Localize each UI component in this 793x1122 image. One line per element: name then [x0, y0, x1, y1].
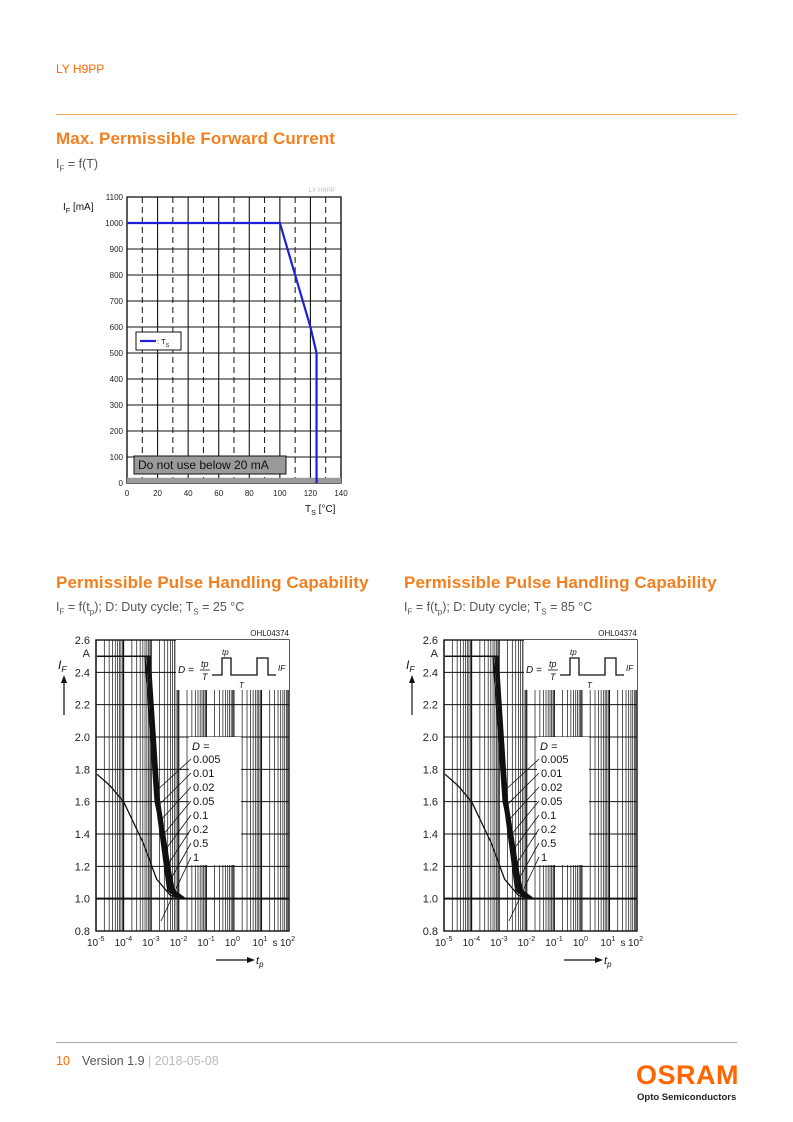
duty-label: 0.2 [193, 824, 209, 836]
restricted-band [127, 478, 341, 483]
x-tick-label: $10^{-2}$ [517, 934, 536, 949]
x-axis-label: $T_S$ [°C] [305, 504, 336, 517]
y-tick-label: 300 [109, 401, 123, 410]
watermark: LY H9PP [308, 187, 335, 194]
x-tick-label: $10^{-3}$ [490, 934, 508, 949]
x-tick-label: $10^{-4}$ [114, 934, 133, 949]
period-label: T [587, 681, 592, 690]
y-tick-label: 1000 [105, 219, 123, 228]
y-tick-label: 800 [109, 271, 123, 280]
y-tick-label: 1100 [105, 193, 123, 202]
x-tick-label: $10^2$ [628, 934, 644, 949]
x-axis-label: $t_p$ [256, 955, 264, 969]
y-tick-label: 0 [118, 479, 123, 488]
y-axis-arrowhead [409, 675, 415, 683]
x-unit-label: s [620, 938, 626, 949]
y-tick-label: 1.6 [74, 796, 90, 809]
y-unit-label: A [430, 648, 438, 660]
x-tick-label: $10^2$ [280, 934, 296, 949]
duty-curve [97, 656, 185, 898]
duty-label: 0.05 [541, 796, 563, 808]
x-tick-label: $10^{-5}$ [87, 934, 105, 949]
y-tick-label: 900 [109, 245, 123, 254]
x-axis-arrowhead [247, 957, 255, 963]
annotation-text: Do not use below 20 mA [138, 458, 269, 472]
duty-leader [172, 843, 191, 877]
chart-pulse-25 [56, 625, 316, 970]
x-tick-label: $10^0$ [224, 934, 240, 949]
duty-label: 1 [193, 852, 200, 864]
x-tick-label: 120 [303, 489, 318, 498]
x-tick-label: 140 [334, 489, 348, 498]
y-tick-label: 1.4 [422, 829, 438, 841]
y-tick-label: 2.4 [74, 667, 90, 680]
footer-divider [56, 1042, 737, 1043]
duty-label: 0.01 [193, 768, 215, 780]
duty-curve [445, 656, 533, 898]
if-label: IF [626, 664, 634, 673]
product-header: LY H9PP [56, 62, 105, 76]
section-title-pulse-85: Permissible Pulse Handling Capability [404, 573, 717, 592]
y-tick-label: 1.0 [422, 893, 438, 906]
y-tick-label: 2.2 [422, 699, 438, 712]
osram-logo: OSRAM [636, 1060, 739, 1090]
y-tick-label: 200 [109, 427, 123, 436]
duty-formula-num: tp [201, 659, 209, 669]
header-divider [56, 114, 737, 115]
y-tick-label: 2.6 [74, 635, 90, 647]
y-axis-label: $I_F$ [mA] [63, 202, 94, 215]
y-tick-label: 400 [109, 375, 123, 384]
formula-pulse-25: $I_F = f(t_p)$; D: Duty cycle; $T_S = 25$ °C [56, 600, 245, 617]
duty-label: 1 [541, 852, 548, 864]
condition-25: = 25 °C [198, 600, 245, 614]
x-tick-label: 20 [153, 489, 163, 498]
y-axis-label: $I_F$ [58, 658, 67, 674]
duty-leader [508, 787, 539, 821]
release-date: 2018-05-08 [154, 1054, 219, 1068]
duty-label: 0.01 [541, 768, 563, 780]
x-tick-label: $10^{-3}$ [142, 934, 160, 949]
condition-85: = 85 °C [546, 600, 593, 614]
x-axis-label: $t_p$ [604, 955, 612, 969]
y-tick-label: 700 [109, 297, 123, 306]
duty-label: 0.005 [193, 754, 221, 766]
duty-label: 0.5 [193, 838, 209, 850]
chart-code: OHL04374 [598, 629, 637, 638]
duty-formula-den: T [202, 672, 208, 682]
x-tick-label: 0 [124, 489, 130, 498]
y-tick-label: 100 [109, 453, 123, 462]
tp-label: tp [570, 648, 577, 657]
y-tick-label: 0.8 [74, 926, 90, 938]
x-axis-arrowhead [595, 957, 603, 963]
y-unit-label: A [82, 648, 90, 660]
section-title-forward-current: Max. Permissible Forward Current [56, 129, 336, 148]
y-tick-label: 2.6 [422, 635, 438, 647]
y-tick-label: 2.4 [422, 667, 438, 680]
x-unit-label: s [272, 938, 278, 949]
duty-formula-den: T [550, 672, 556, 682]
if-label: IF [278, 664, 286, 673]
y-tick-label: 1.4 [74, 829, 90, 841]
duty-label: 0.02 [541, 782, 563, 794]
duty-label: 0.1 [193, 810, 209, 822]
duty-formula: D = [178, 665, 194, 676]
y-tick-label: 0.8 [422, 926, 438, 938]
x-tick-label: 40 [183, 489, 193, 498]
duty-label: 0.2 [541, 824, 557, 836]
duty-label: 0.02 [193, 782, 215, 794]
y-tick-label: 2.0 [74, 732, 90, 744]
chart-pulse-85 [404, 625, 664, 970]
chart-code: OHL04374 [250, 629, 289, 638]
formula-pulse-85: $I_F = f(t_p)$; D: Duty cycle; $T_S = 85$ °C [404, 600, 593, 617]
y-tick-label: 1.2 [422, 861, 438, 874]
duty-formula-num: tp [549, 659, 557, 669]
version: Version 1.9 [82, 1054, 145, 1068]
duty-leader [160, 787, 191, 821]
y-tick-label: 1.8 [74, 764, 90, 777]
x-tick-label: $10^{-1}$ [545, 934, 563, 949]
duty-leader [520, 843, 539, 877]
section-title-pulse-25: Permissible Pulse Handling Capability [56, 573, 369, 592]
formula-forward-current: $I_F = f(T)$ [56, 157, 99, 174]
period-label: T [239, 681, 244, 690]
footer-separator: | [148, 1054, 152, 1068]
y-tick-label: 1.0 [74, 893, 90, 906]
x-tick-label: 60 [214, 489, 224, 498]
x-tick-label: $10^{-2}$ [169, 934, 188, 949]
osram-logo-subtitle: Opto Semiconductors [637, 1092, 737, 1103]
y-axis-arrowhead [61, 675, 67, 683]
y-tick-label: 1.6 [422, 796, 438, 809]
y-tick-label: 1.2 [74, 861, 90, 874]
duty-label: 0.1 [541, 810, 557, 822]
x-tick-label: $10^{-5}$ [435, 934, 453, 949]
x-tick-label: $10^1$ [600, 934, 616, 949]
y-tick-label: 1.8 [422, 764, 438, 777]
y-tick-label: 600 [109, 323, 123, 332]
page-number: 10 [56, 1054, 70, 1068]
duty-label: 0.5 [541, 838, 557, 850]
legend-title: D = [540, 741, 558, 753]
x-tick-label: $10^0$ [572, 934, 588, 949]
duty-label: 0.005 [541, 754, 569, 766]
x-tick-label: 80 [244, 489, 254, 498]
x-tick-label: $10^{-4}$ [462, 934, 481, 949]
legend-label: : $T_S$ [157, 337, 170, 349]
x-tick-label: $10^{-1}$ [197, 934, 215, 949]
tp-label: tp [222, 648, 229, 657]
duty-formula: D = [526, 665, 542, 676]
y-tick-label: 2.0 [422, 732, 438, 744]
x-tick-label: $10^1$ [252, 934, 268, 949]
footer-version-line [82, 1054, 219, 1068]
chart-forward-current [56, 182, 356, 522]
y-tick-label: 2.2 [74, 699, 90, 712]
y-tick-label: 500 [109, 349, 123, 358]
legend-title: D = [192, 741, 210, 753]
x-tick-label: 100 [273, 489, 287, 498]
y-axis-label: $I_F$ [406, 658, 415, 674]
duty-label: 0.05 [193, 796, 215, 808]
